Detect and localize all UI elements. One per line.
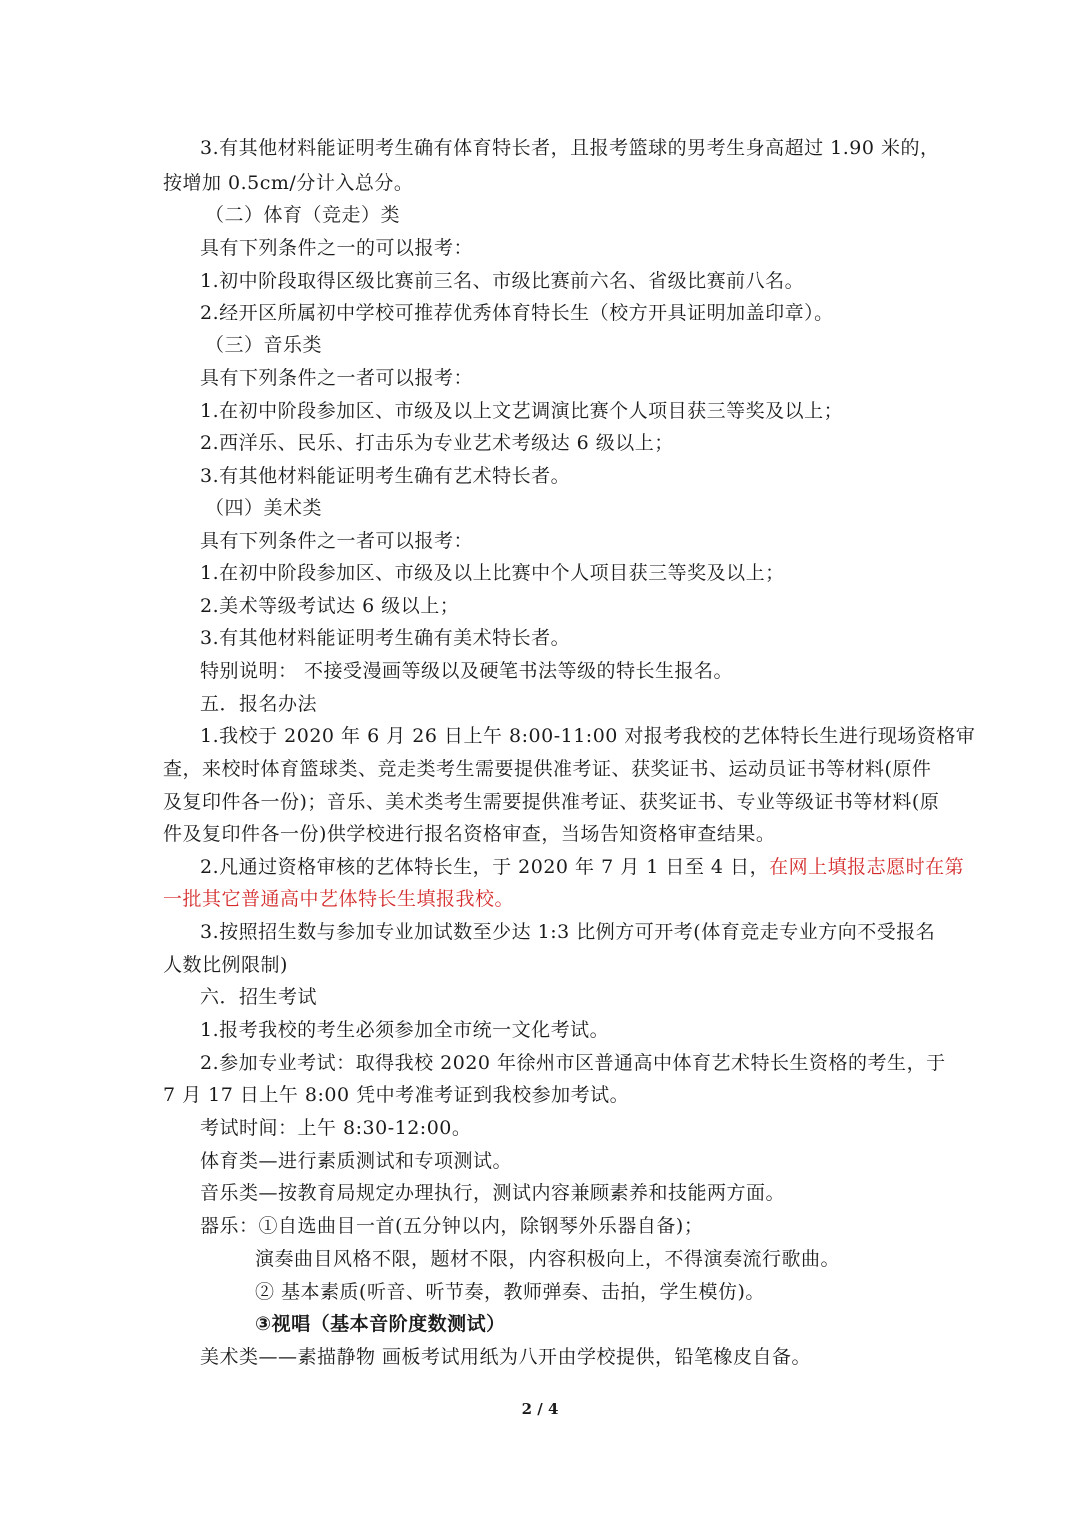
text-line: ② 基本素质(听音、听节奏，教师弹奏、击拍，学生模仿)。	[255, 1281, 765, 1303]
text-line: 件及复印件各一份)供学校进行报名资格审查，当场告知资格审查结果。	[163, 823, 776, 845]
page-number: 2 / 4	[521, 1400, 559, 1418]
text-segment: 2.凡通过资格审核的艺体特长生，于 2020 年 7 月 1 日至 4 日，	[200, 856, 770, 878]
text-line: 及复印件各一份)；音乐、美术类考生需要提供准考证、获奖证书、专业等级证书等材料(原	[163, 791, 940, 813]
text-line: 1.在初中阶段参加区、市级及以上比赛中个人项目获三等奖及以上；	[200, 562, 785, 584]
highlighted-text: 一批其它普通高中艺体特长生填报我校。	[163, 888, 515, 910]
text-line: 1.初中阶段取得区级比赛前三名、市级比赛前六名、省级比赛前八名。	[200, 270, 805, 292]
text-line: 2.美术等级考试达 6 级以上；	[200, 595, 460, 617]
text-line: 3.有其他材料能证明考生确有体育特长者，且报考篮球的男考生身高超过 1.90 米的，	[200, 137, 940, 159]
text-line: 2.西洋乐、民乐、打击乐为专业艺术考级达 6 级以上；	[200, 432, 674, 454]
text-line	[200, 851, 964, 884]
section-heading: （四）美术类	[205, 497, 323, 519]
text-line-bold: ③视唱（基本音阶度数测试）	[255, 1313, 506, 1335]
text-line: 2.参加专业考试：取得我校 2020 年徐州市区普通高中体育艺术特长生资格的考生，于	[200, 1052, 946, 1074]
text-line: 1.我校于 2020 年 6 月 26 日上午 8:00-11:00 对报考我校的艺体特长生进行现场资格审	[200, 725, 976, 747]
text-line: 1.在初中阶段参加区、市级及以上文艺调演比赛个人项目获三等奖及以上；	[200, 400, 844, 422]
text-line: 1.报考我校的考生必须参加全市统一文化考试。	[200, 1019, 610, 1041]
text-line: 2.经开区所属初中学校可推荐优秀体育特长生（校方开具证明加盖印章）。	[200, 302, 834, 324]
text-line: 具有下列条件之一者可以报考：	[200, 530, 474, 552]
text-line: 音乐类—按教育局规定办理执行，测试内容兼顾素养和技能两方面。	[200, 1182, 786, 1204]
text-line: 7 月 17 日上午 8:00 凭中考准考证到我校参加考试。	[163, 1084, 630, 1106]
text-line: 器乐：①自选曲目一首(五分钟以内，除钢琴外乐器自备)；	[200, 1215, 704, 1237]
section-heading: 六．招生考试	[200, 986, 318, 1008]
special-note: 特别说明： 不接受漫画等级以及硬笔书法等级的特长生报名。	[200, 660, 734, 682]
text-line: 美术类——素描静物 画板考试用纸为八开由学校提供，铅笔橡皮自备。	[200, 1346, 812, 1368]
text-line: 3.有其他材料能证明考生确有艺术特长者。	[200, 465, 571, 487]
section-heading: （二）体育（竞走）类	[205, 204, 401, 226]
text-line: 查，来校时体育篮球类、竞走类考生需要提供准考证、获奖证书、运动员证书等材料(原件	[163, 758, 932, 780]
highlighted-text: 在网上填报志愿时在第	[769, 856, 965, 878]
section-heading: （三）音乐类	[205, 334, 323, 356]
text-line: 3.有其他材料能证明考生确有美术特长者。	[200, 627, 571, 649]
text-line: 考试时间：上午 8:30-12:00。	[200, 1117, 472, 1139]
text-line: 按增加 0.5cm/分计入总分。	[163, 172, 414, 194]
text-line: 具有下列条件之一者可以报考：	[200, 367, 474, 389]
text-line: 具有下列条件之一的可以报考：	[200, 237, 474, 259]
section-heading: 五．报名办法	[200, 693, 318, 715]
text-line: 体育类—进行素质测试和专项测试。	[200, 1150, 513, 1172]
text-line: 人数比例限制)	[163, 954, 288, 976]
text-line: 演奏曲目风格不限，题材不限，内容积极向上，不得演奏流行歌曲。	[255, 1248, 841, 1270]
text-line: 3.按照招生数与参加专业加试数至少达 1:3 比例方可开考(体育竞走专业方向不受报名	[200, 921, 936, 943]
